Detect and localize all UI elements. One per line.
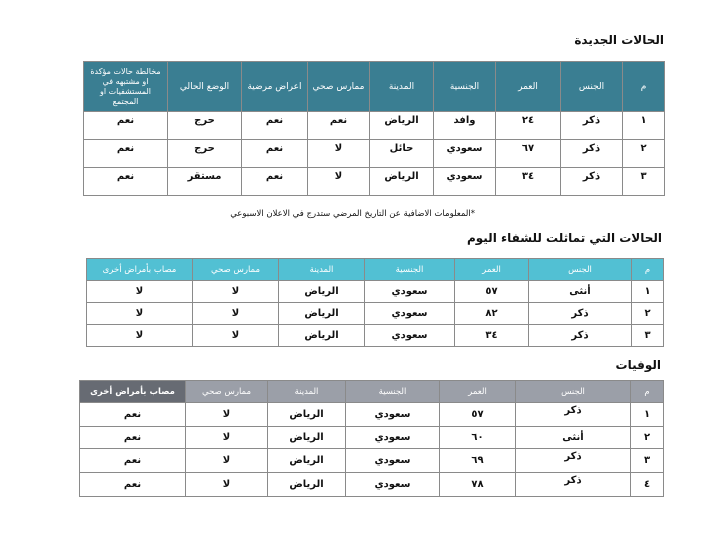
cell-age: ٥٧ <box>455 281 529 303</box>
cell-gender: أنثى <box>529 281 632 303</box>
cell-gender: ذكر <box>561 112 623 140</box>
cell-health-worker: لا <box>193 303 279 325</box>
new-cases-title: الحالات الجديدة <box>574 33 664 47</box>
col-header-city: المدينة <box>370 62 434 112</box>
cell-city: الرياض <box>268 403 346 427</box>
cell-nationality: سعودي <box>365 325 455 347</box>
cell-nationality: سعودي <box>434 140 496 168</box>
col-header-nationality: الجنسية <box>346 381 440 403</box>
cell-gender: ذكر <box>529 303 632 325</box>
cell-health-worker: نعم <box>308 112 370 140</box>
cell-gender: ذكر <box>561 140 623 168</box>
cell-nationality: سعودي <box>346 473 440 497</box>
table-row <box>87 303 664 325</box>
col-header-gender: الجنس <box>529 259 632 281</box>
cell-symptoms: نعم <box>242 112 308 140</box>
new-cases-table <box>83 61 665 196</box>
cell-health-worker: لا <box>193 281 279 303</box>
table-header-row <box>87 259 664 281</box>
cell-age: ٥٧ <box>440 403 516 427</box>
cell-city: حائل <box>370 140 434 168</box>
cell-index: ٣ <box>632 325 664 347</box>
table-row <box>80 427 664 449</box>
cell-symptoms: نعم <box>242 140 308 168</box>
cell-city: الرياض <box>279 303 365 325</box>
cell-gender: ذكر <box>561 168 623 196</box>
cell-gender: ذكر <box>516 473 631 497</box>
cell-gender: ذكر <box>516 449 631 473</box>
col-header-city: المدينة <box>268 381 346 403</box>
table-row <box>84 140 665 168</box>
cell-city: الرياض <box>268 473 346 497</box>
cell-nationality: سعودي <box>346 427 440 449</box>
cell-city: الرياض <box>279 325 365 347</box>
deaths-title: الوفيات <box>615 358 661 372</box>
table-row <box>80 473 664 497</box>
cell-symptoms: نعم <box>242 168 308 196</box>
table-header-row <box>84 62 665 112</box>
cell-index: ١ <box>623 112 665 140</box>
cell-other-diseases: لا <box>87 281 193 303</box>
table-header-row <box>80 381 664 403</box>
col-header-symptoms: اعراض مرضية <box>242 62 308 112</box>
cell-current-status: حرج <box>168 140 242 168</box>
col-header-health-worker: ممارس صحي <box>308 62 370 112</box>
cell-age: ٦٠ <box>440 427 516 449</box>
recovered-title: الحالات التي تماثلت للشفاء اليوم <box>466 231 662 245</box>
cell-nationality: سعودي <box>365 303 455 325</box>
cell-age: ٣٤ <box>496 168 561 196</box>
cell-gender: أنثى <box>516 427 631 449</box>
cell-current-status: مستقر <box>168 168 242 196</box>
col-header-health-worker: ممارس صحي <box>186 381 268 403</box>
recovered-table <box>86 258 664 347</box>
col-header-index: م <box>632 259 664 281</box>
cell-gender: ذكر <box>529 325 632 347</box>
deaths-table <box>79 380 664 497</box>
cell-age: ٨٢ <box>455 303 529 325</box>
cell-contact: نعم <box>84 168 168 196</box>
footnote: *المعلومات الاضافية عن التاريخ المرضي ستدرج في الاعلان الاسبوعي <box>230 209 475 219</box>
cell-city: الرياض <box>370 168 434 196</box>
cell-age: ٧٨ <box>440 473 516 497</box>
cell-health-worker: لا <box>193 325 279 347</box>
table-row <box>87 325 664 347</box>
cell-other-diseases: نعم <box>80 449 186 473</box>
col-header-other-diseases: مصاب بأمراض أخرى <box>80 381 186 403</box>
table-row <box>84 112 665 140</box>
table-row <box>80 449 664 473</box>
cell-current-status: حرج <box>168 112 242 140</box>
cell-other-diseases: نعم <box>80 427 186 449</box>
col-header-index: م <box>631 381 664 403</box>
col-header-contact: مخالطة حالات مؤكدة او مشتبهه في المستشفيات او المجتمع <box>84 62 168 112</box>
table-row <box>80 403 664 427</box>
cell-age: ٣٤ <box>455 325 529 347</box>
col-header-age: العمر <box>496 62 561 112</box>
cell-health-worker: لا <box>186 427 268 449</box>
cell-index: ٢ <box>631 427 664 449</box>
cell-other-diseases: نعم <box>80 473 186 497</box>
cell-other-diseases: لا <box>87 325 193 347</box>
cell-health-worker: لا <box>308 168 370 196</box>
cell-nationality: سعودي <box>434 168 496 196</box>
cell-health-worker: لا <box>186 449 268 473</box>
cell-other-diseases: نعم <box>80 403 186 427</box>
cell-health-worker: لا <box>186 473 268 497</box>
cell-index: ٤ <box>631 473 664 497</box>
cell-contact: نعم <box>84 140 168 168</box>
cell-index: ٢ <box>632 303 664 325</box>
cell-index: ٣ <box>631 449 664 473</box>
cell-nationality: وافد <box>434 112 496 140</box>
cell-nationality: سعودي <box>365 281 455 303</box>
cell-nationality: سعودي <box>346 403 440 427</box>
cell-health-worker: لا <box>308 140 370 168</box>
col-header-age: العمر <box>440 381 516 403</box>
table-row <box>84 168 665 196</box>
cell-contact: نعم <box>84 112 168 140</box>
cell-city: الرياض <box>370 112 434 140</box>
cell-city: الرياض <box>268 427 346 449</box>
col-header-nationality: الجنسية <box>434 62 496 112</box>
cell-nationality: سعودي <box>346 449 440 473</box>
cell-age: ٦٧ <box>496 140 561 168</box>
cell-city: الرياض <box>279 281 365 303</box>
col-header-other-diseases: مصاب بأمراض أخرى <box>87 259 193 281</box>
cell-age: ٦٩ <box>440 449 516 473</box>
col-header-city: المدينة <box>279 259 365 281</box>
cell-gender: ذكر <box>516 403 631 427</box>
col-header-index: م <box>623 62 665 112</box>
col-header-health-worker: ممارس صحي <box>193 259 279 281</box>
cell-other-diseases: لا <box>87 303 193 325</box>
cell-health-worker: لا <box>186 403 268 427</box>
cell-index: ١ <box>632 281 664 303</box>
col-header-gender: الجنس <box>561 62 623 112</box>
table-row <box>87 281 664 303</box>
cell-index: ١ <box>631 403 664 427</box>
col-header-nationality: الجنسية <box>365 259 455 281</box>
cell-index: ٢ <box>623 140 665 168</box>
cell-city: الرياض <box>268 449 346 473</box>
col-header-gender: الجنس <box>516 381 631 403</box>
col-header-age: العمر <box>455 259 529 281</box>
col-header-current-status: الوضع الحالي <box>168 62 242 112</box>
cell-index: ٣ <box>623 168 665 196</box>
cell-age: ٢٤ <box>496 112 561 140</box>
